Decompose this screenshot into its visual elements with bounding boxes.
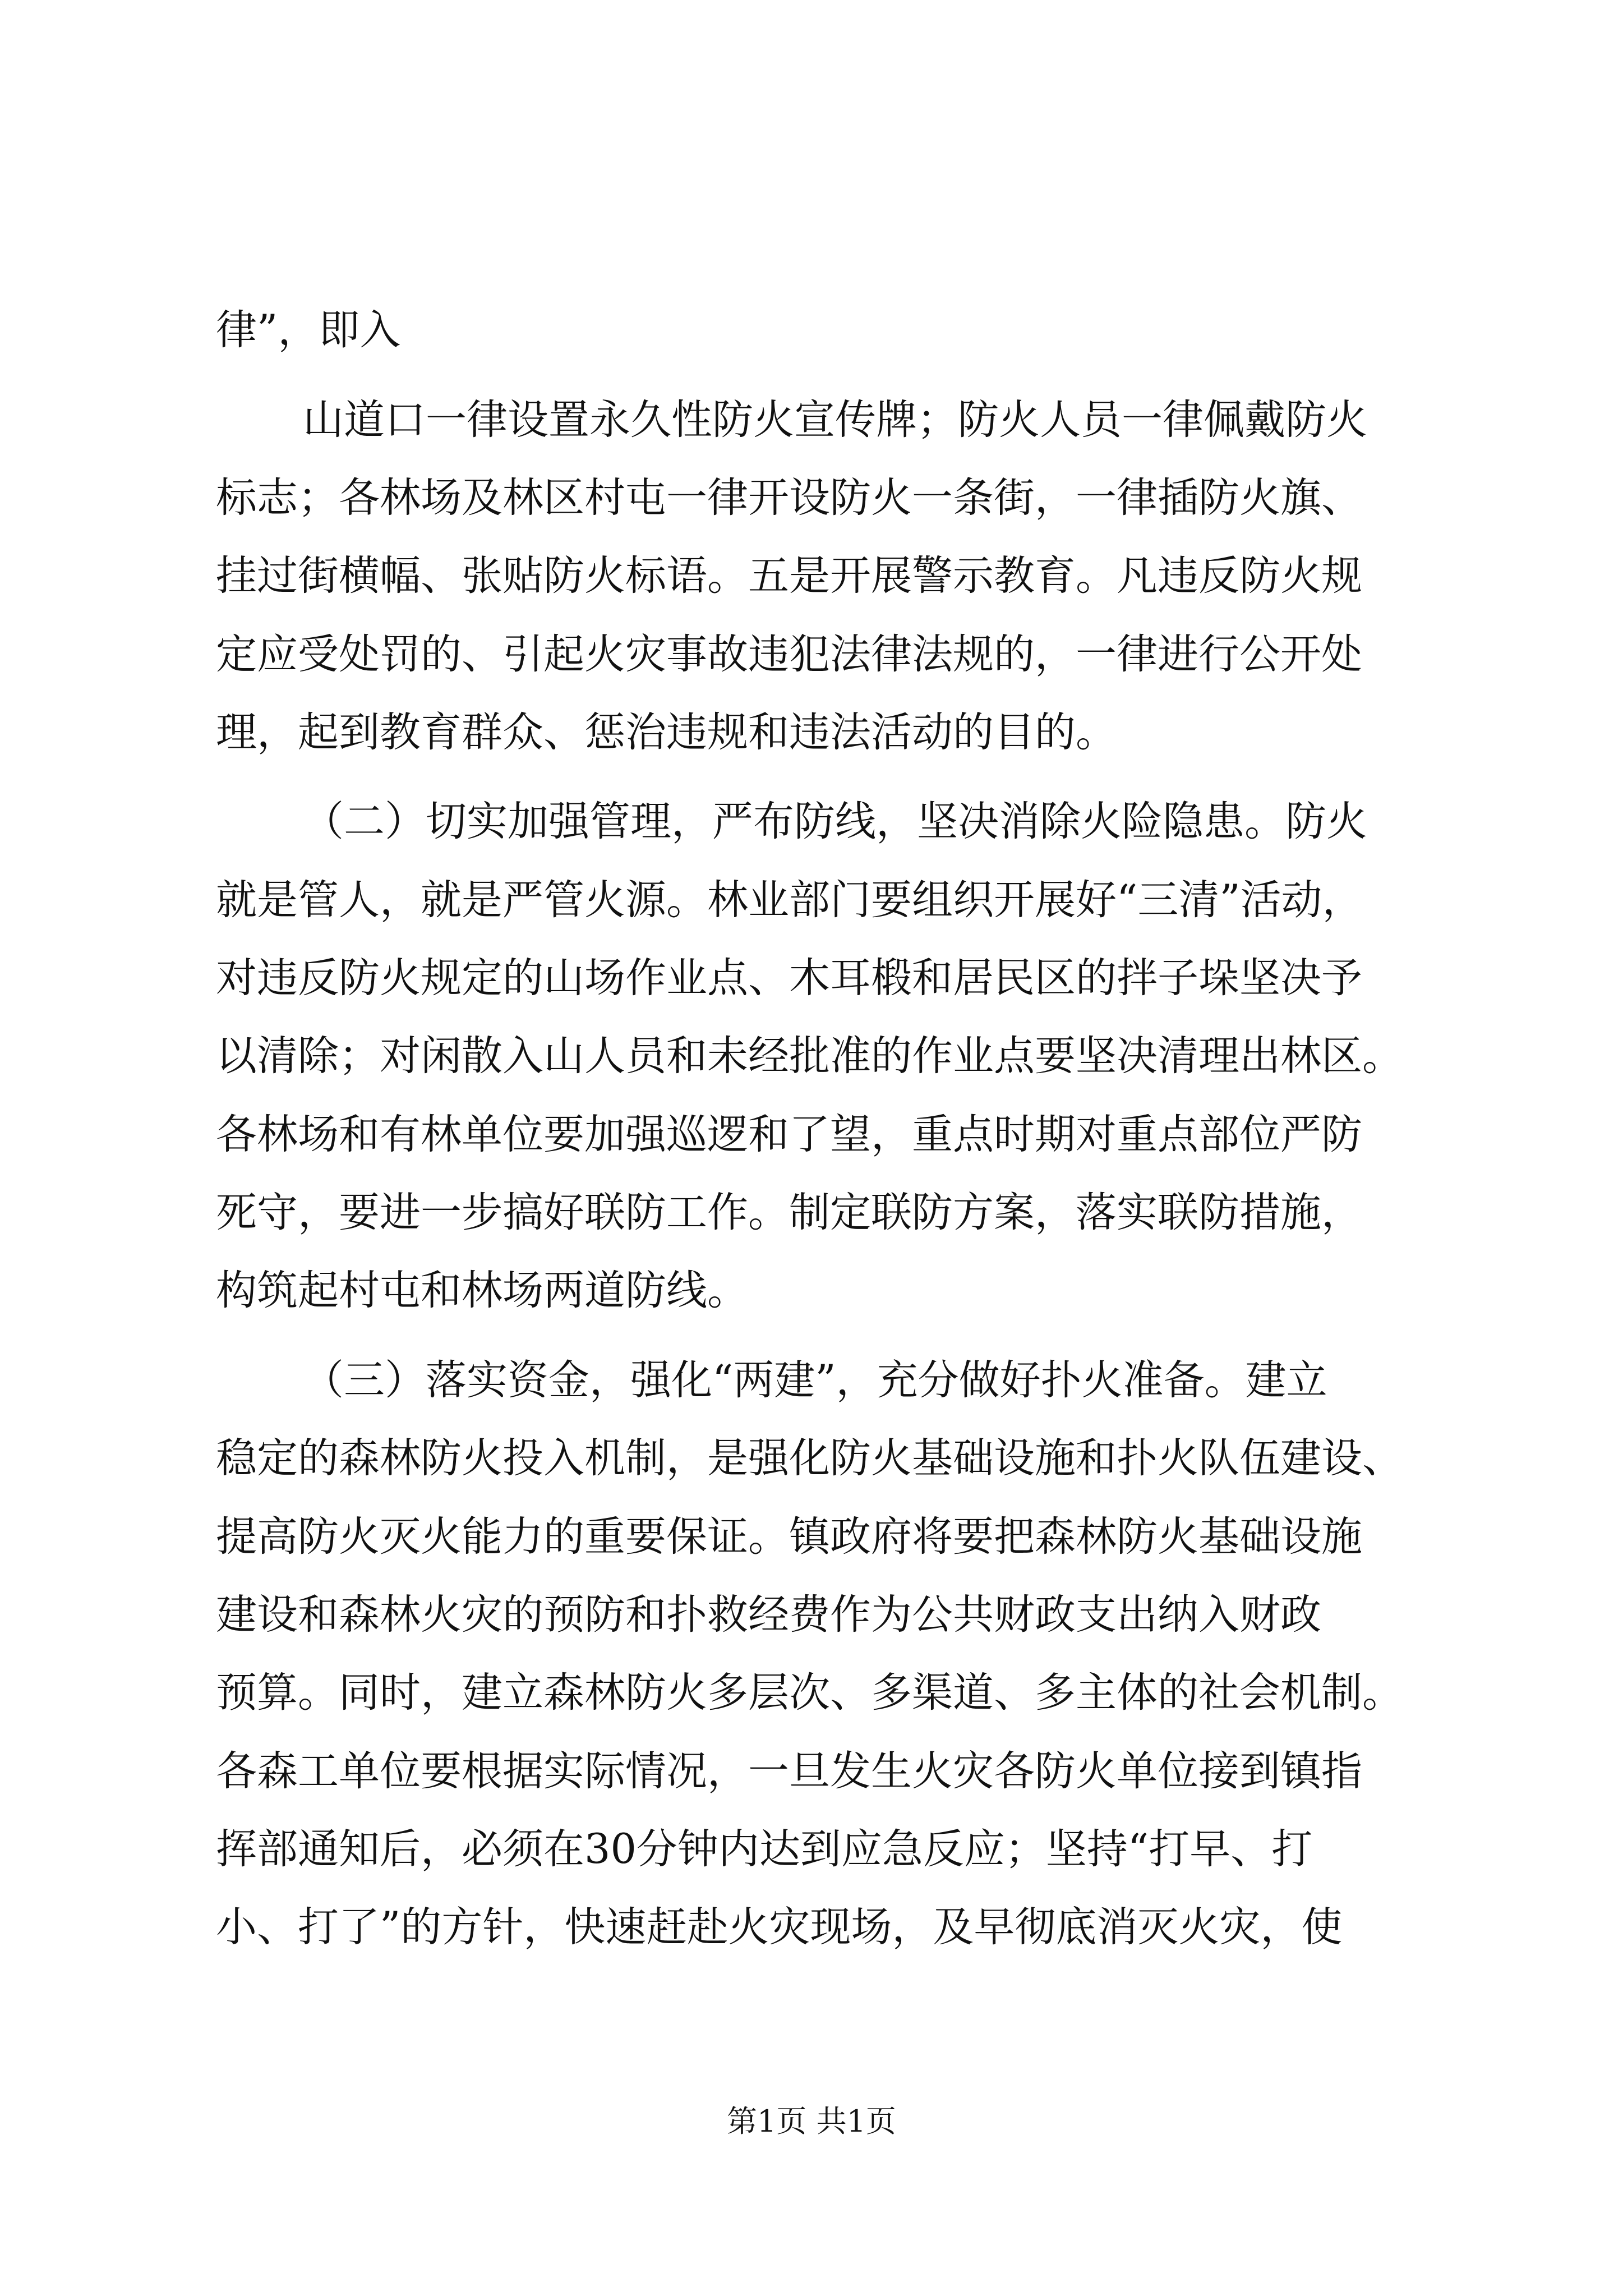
paragraph-line: 定应受处罚的、引起火灾事故违犯法律法规的，一律进行公开处 [216,631,1362,678]
paragraph-line: 死守，要进一步搞好联防工作。制定联防方案，落实联防措施， [216,1189,1362,1236]
section-heading-line: （二）切实加强管理，严布防线，坚决消除火险隐患。防火 [303,798,1367,845]
paragraph-line: 理，起到教育群众、惩治违规和违法活动的目的。 [216,708,1117,756]
page-footer: 第1页 共1页 [727,2104,896,2139]
paragraph-line: 挂过街横幅、张贴防火标语。五是开展警示教育。凡违反防火规 [216,552,1362,600]
paragraph-line: 就是管人，就是严管火源。林业部门要组织开展好“三清”活动， [216,876,1363,924]
paragraph-line: 以清除；对闲散入山人员和未经批准的作业点要坚决清理出林区。 [216,1032,1403,1080]
paragraph-line: 小、打了”的方针，快速赶赴火灾现场，及早彻底消灭火灾，使 [216,1903,1343,1951]
paragraph-line: 构筑起村屯和林场两道防线。 [216,1267,748,1314]
paragraph-line: 挥部通知后，必须在30分钟内达到应急反应；坚持“打早、打 [216,1825,1313,1873]
paragraph-line: 建设和森林火灾的预防和扑救经费作为公共财政支出纳入财政 [216,1591,1321,1639]
paragraph-line: 提高防火灭火能力的重要保证。镇政府将要把森林防火基础设施 [216,1513,1362,1561]
text-line: 律”，即入 [216,306,401,354]
paragraph-line: 山道口一律设置永久性防火宣传牌；防火人员一律佩戴防火 [303,396,1367,444]
paragraph-line: 预算。同时，建立森林防火多层次、多渠道、多主体的社会机制。 [216,1669,1403,1717]
section-heading-line: （三）落实资金，强化“两建”，充分做好扑火准备。建立 [303,1356,1327,1404]
paragraph-line: 稳定的森林防火投入机制，是强化防火基础设施和扑火队伍建设、 [216,1434,1403,1482]
paragraph-line: 各森工单位要根据实际情况，一旦发生火灾各防火单位接到镇指 [216,1747,1362,1795]
paragraph-line: 对违反防火规定的山场作业点、木耳椴和居民区的拌子垛坚决予 [216,954,1362,1002]
paragraph-line: 标志；各林场及林区村屯一律开设防火一条街，一律插防火旗、 [216,474,1362,522]
paragraph-line: 各林场和有林单位要加强巡逻和了望，重点时期对重点部位严防 [216,1111,1362,1158]
